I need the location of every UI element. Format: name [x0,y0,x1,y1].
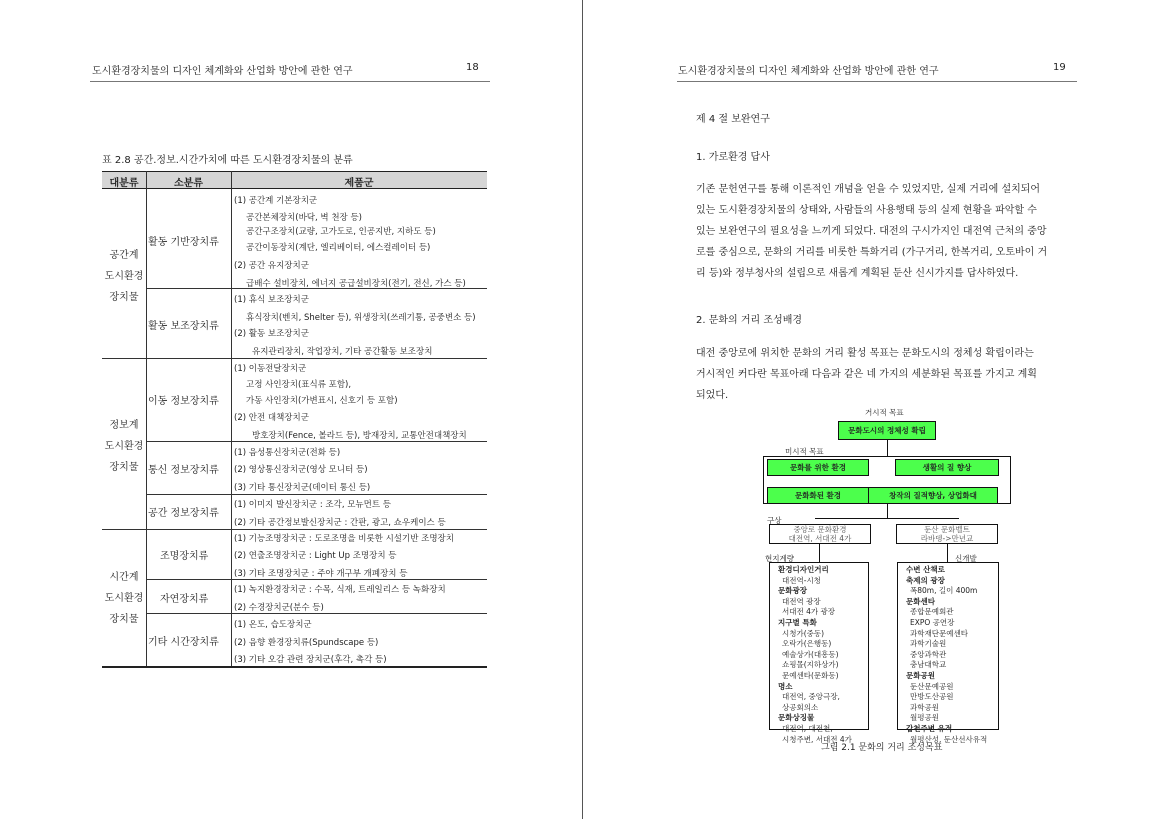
sub-separator [146,494,487,495]
diagram-list-item: 만방도산공원 [910,692,954,702]
product-item: 휴식장치(벤치, Shelter 등), 위생장치(쓰레기통, 공중변소 등) [246,313,476,323]
diagram-list-item: 문화상징물 [778,713,815,723]
diagram-list-item: EXPO 공연장 [910,617,955,627]
concept-label: 구상 [767,516,782,525]
diagram-list-item: 수변 산책로 [906,565,945,574]
new-development-list [897,562,999,744]
col-header-major: 대분류 [109,178,139,189]
left-branch-label: 현지계량 [765,554,794,563]
sub-space-info: 공간 정보장치류 [148,508,219,519]
connector-line [887,440,888,456]
connector-line [763,456,764,504]
product-item: (1) 기능조명장치군 : 도로조명을 비롯한 시설기반 조명장치 [234,534,454,544]
category-line: 시간계 [109,572,139,583]
text-line: 있는 보완연구의 필요성을 느끼게 되었다. 대전의 구시가지인 대전역 근처의 중앙 [696,226,1047,237]
connector-line [819,544,820,562]
diagram-list-item: 폭80m, 길이 400m [910,586,978,596]
group-separator [102,358,487,359]
text-line: 있는 도시환경장치물의 상태와, 사람들의 사용행태 등의 실제 현황을 파악할 수 [696,205,1037,216]
right-branch-label: 신개발 [955,554,977,563]
category-line: 장치물 [109,614,139,625]
product-item: (2) 음향 환경장치류(Spundscape 등) [234,638,379,648]
product-item: (3) 기타 오감 관련 장치군(후각, 촉각 등) [234,655,387,665]
connector-line [763,456,1011,457]
sub-activity-base: 활동 기반장치류 [148,237,219,248]
diagram-list-item: 상공회의소 [782,702,819,712]
text-line: 거시적인 커다란 목표아래 다음과 같은 네 가지의 세분화된 목표를 가지고 계획 [696,369,1037,380]
header-rule [677,81,1077,82]
diagram-list-item: 과학재단문예센타 [910,628,968,638]
diagram-list-item: 예술상가(대흥동) [782,649,839,659]
category-line: 장치물 [109,292,139,303]
concept-line: 둔산 문화벨트 [924,525,970,534]
category-line: 도시환경 [104,271,144,282]
diagram-list-item: 충남대학교 [910,660,947,670]
sub-movement-info: 이동 정보장치류 [148,396,219,407]
product-item: (2) 연출조명장치군 : Light Up 조명장치 등 [234,551,397,561]
connector-line [815,518,959,519]
product-item: 방호장치(Fence, 볼라드 등), 방재장치, 교통안전대책장치 [252,431,467,441]
product-item: (1) 이동전달장치군 [234,364,307,374]
diagram-list-item: 월평공원 [910,713,939,723]
text-line: 로를 중심으로, 문화의 거리를 비롯한 특화거리 (가구거리, 한복거리, 오토바이 거 [696,247,1048,258]
diagram-list-item: 환경디자인거리 [778,565,829,574]
product-item: (1) 온도, 습도장치군 [234,620,312,630]
col-header-products: 제품군 [344,178,374,189]
diagram-list-item: 문화센타 [906,596,935,606]
connector-line [887,504,888,518]
product-item: (2) 기타 공간정보발신장치군 : 간판, 광고, 쇼우케이스 등 [234,518,446,528]
category-information [102,415,146,478]
micro-goal-box: 창작의 질적향상, 상업화대 [868,487,998,504]
product-item: 고정 사인장치(표식류 포함), [246,380,352,390]
product-item: 공간이동장치(계단, 엘리베이터, 에스컬레이터 등) [246,243,431,253]
category-space [102,245,146,308]
diagram-list-item: 문화공원 [906,670,935,680]
right-page [583,0,1161,819]
table-bottom-rule [102,666,487,668]
diagram-list-item: 대전역, 대전천, [782,723,833,733]
concept-line: 중앙로 문화환경 [793,525,847,534]
diagram-list-item: 문화광장 [778,586,807,596]
product-item: 급배수 설비장치, 에너지 공급설비장치(전기, 전신, 가스 등) [246,279,466,289]
product-item: 공간본체장치(바닥, 벽 천장 등) [246,213,362,223]
category-line: 공간계 [109,250,139,261]
text-line: 되었다. [696,390,729,401]
header-rule [90,81,490,82]
product-item: (2) 공간 유지장치군 [234,261,309,271]
sub-separator [146,613,487,614]
diagram-list-item: 대전역-시청 [782,575,821,585]
text-line: 리 등)와 정부청사의 설립으로 새롭게 계획된 둔산 신시가지를 답사하였다. [696,268,1019,279]
diagram-list-item: 중앙과학관 [910,649,947,659]
running-header: 도시환경장치물의 디자인 체계화와 산업화 방안에 관한 연구 [678,66,939,77]
diagram-list-item: 서대전 4가 광장 [782,607,836,617]
table-vline [146,171,147,668]
macro-label: 거시적 목표 [865,408,904,417]
diagram-list-item: 갑천주변 유적 [906,723,953,733]
product-item: (2) 활동 보조장치군 [234,329,309,339]
figure-caption: 그림 2.1 문화의 거리 조성목표 [821,743,943,753]
table-vline [231,171,232,668]
section-title: 제 4 절 보완연구 [696,114,770,125]
micro-goal-box: 문화를 위한 환경 [767,459,869,476]
product-item: (1) 공간계 기본장치군 [234,196,318,206]
micro-goal-box: 문화화된 환경 [767,487,869,504]
paragraph-2 [696,343,1128,406]
diagram-list-item: 축제의 광장 [906,575,945,585]
diagram-list-item: 과학기술원 [910,639,947,649]
product-item: 가동 사인장치(가변표시, 신호기 등 포함) [246,396,398,406]
table-header-row [102,171,487,189]
product-item: (2) 수경장치군(분수 등) [234,603,324,613]
diagram-list-item: 월평산성, 둔산선사유적 [910,734,988,744]
sub-lighting: 조명장치류 [160,551,209,562]
classification-table [102,171,487,668]
diagram-list-item: 대전역 광장 [782,596,821,606]
micro-goal-box: 생활의 질 향상 [895,459,999,476]
concept-right-box [896,524,998,544]
product-item: 공간구조장치(교량, 고가도로, 인공지반, 지하도 등) [246,227,436,237]
text-line: 기존 문헌연구를 통해 이론적인 개념을 얻을 수 있었지만, 실제 거리에 설치되어 [696,184,1041,195]
product-item: (3) 기타 통신장치군(데이터 통신 등) [234,483,371,493]
product-item: (1) 이미지 발신장치군 : 조각, 모뉴먼트 등 [234,500,391,510]
category-line: 도시환경 [104,441,144,452]
diagram-list-item: 대전역, 중앙극장, [782,692,840,702]
diagram-list-item: 종합문예회관 [910,607,954,617]
micro-label: 미시적 목표 [785,447,824,456]
product-item: (3) 기타 조명장치군 : 주야 개구부 개폐장치 등 [234,569,408,579]
sub-nature: 자연장치류 [160,594,209,605]
category-time [102,567,146,630]
sub-separator [146,579,487,580]
diagram-list-item: 지구별 특화 [778,617,817,627]
connector-line [1010,456,1011,504]
group-separator [102,529,487,530]
page-number: 19 [1053,62,1066,73]
category-line: 장치물 [109,462,139,473]
concept-line: 라바뎅->만년교 [920,534,974,543]
concept-line: 대전역, 서대전 4가 [788,534,852,543]
product-item: (1) 녹지환경장치군 : 수목, 식재, 트레일리스 등 녹화장치 [234,585,446,595]
page-number: 18 [466,62,479,73]
product-item: (1) 음성통신장치군(전화 등) [234,448,341,458]
concept-left-box [769,524,871,544]
diagram-list-item: 시청주변, 서대전 4가 [782,734,852,744]
product-item: (2) 안전 대책장치군 [234,413,309,423]
sub-other-time: 기타 시간장치류 [148,637,219,648]
running-header: 도시환경장치물의 디자인 체계화와 산업화 방안에 관한 연구 [92,66,353,77]
paragraph-1 [696,179,1128,284]
table-caption: 표 2.8 공간.정보.시간가치에 따른 도시환경장치물의 분류 [102,155,353,166]
sub-separator [146,441,487,442]
macro-goal-box: 문화도시의 정체성 확립 [838,421,936,440]
diagram-list-item: 시청가(중동) [782,628,825,638]
product-item: (2) 영상통신장치군(영상 모니터 등) [234,465,368,475]
sub-activity-support: 활동 보조장치류 [148,321,219,332]
connector-line [947,544,948,562]
diagram-list-item: 명소 [778,681,793,691]
diagram-list-item: 쇼핑몰(지하상가) [782,660,839,670]
category-line: 정보계 [109,420,139,431]
sub-communication-info: 통신 정보장치류 [148,465,219,476]
diagram-list-item: 문예센타(문화동) [782,670,839,680]
existing-improvement-list [769,562,869,744]
diagram-list-item: 오락가(은행동) [782,639,832,649]
product-item: 유지관리장치, 작업장치, 기타 공간활동 보조장치 [252,347,433,357]
col-header-minor: 소분류 [174,178,203,189]
category-line: 도시환경 [104,593,144,604]
diagram-list-item: 둔산문예공원 [910,681,954,691]
subsection-title: 2. 문화의 거리 조성배경 [696,315,803,326]
diagram-list-item: 과학공원 [910,702,939,712]
subsection-title: 1. 가로환경 답사 [696,152,770,163]
text-line: 대전 중앙로에 위치한 문화의 거리 활성 목표는 문화도시의 정체성 확립이라는 [696,348,1034,359]
product-item: (1) 휴식 보조장치군 [234,295,309,305]
